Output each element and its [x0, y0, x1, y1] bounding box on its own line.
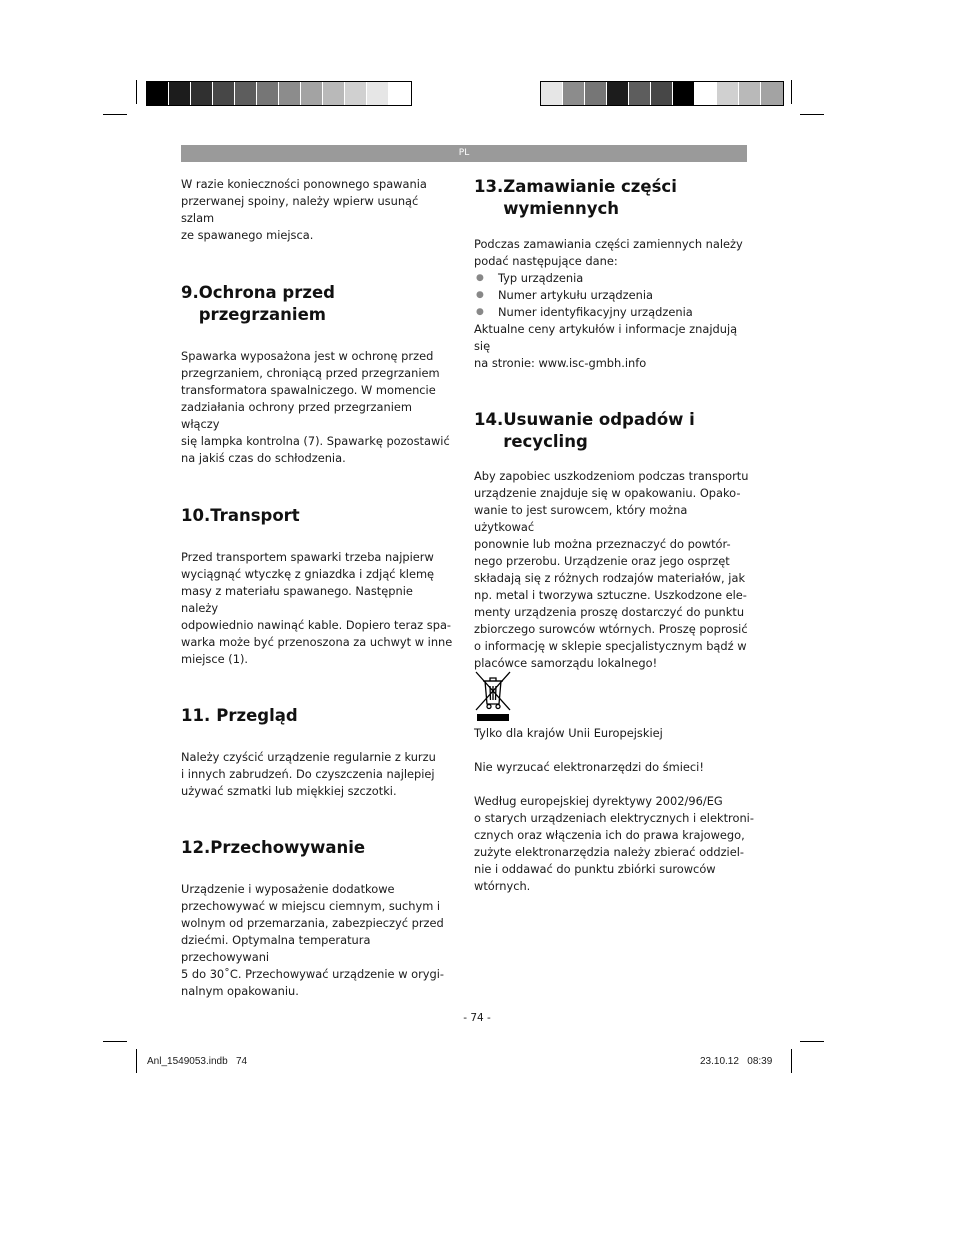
crop-mark — [791, 1049, 792, 1073]
color-swatch — [739, 82, 761, 105]
section-heading — [181, 705, 453, 727]
section-number: 9. — [181, 283, 199, 302]
right-column — [474, 176, 749, 672]
crossed-out-wheelie-bin-icon — [474, 668, 512, 722]
color-swatch — [367, 82, 389, 105]
color-swatch — [257, 82, 279, 105]
section-title: Przechowywanie — [210, 838, 366, 857]
section-title: Transport — [210, 506, 300, 525]
bullet-dot-icon: ● — [476, 273, 484, 283]
section-14 — [474, 409, 749, 672]
section-heading — [181, 505, 453, 527]
section-9 — [181, 282, 453, 467]
section-outro: Aktualne ceny artykułów i informacje znajdują się na stronie: www.isc-gmbh.info — [474, 322, 738, 370]
eu-only-note: Tylko dla krajów Unii Europejskiej — [474, 726, 663, 740]
bullet-text: Typ urządzenia — [498, 271, 584, 285]
section-number: 13. — [474, 177, 504, 196]
section-number: 14. — [474, 410, 504, 429]
color-swatch — [389, 82, 411, 105]
section-title: Ochrona przed przegrzaniem — [198, 283, 335, 324]
print-file-slug: Anl_1549053.indb 74 — [147, 1056, 248, 1067]
crop-mark — [136, 1049, 137, 1073]
color-swatch — [585, 82, 607, 105]
section-heading — [474, 409, 749, 453]
section-body: Należy czyścić urządzenie regularnie z kurzu i innych zabrudzeń. Do czyszczenia najlepiej używać szmatki lub miękkiej szczotki. — [181, 750, 436, 798]
section-number: 11. — [181, 706, 211, 725]
section-11 — [181, 705, 453, 800]
section-body: Przed transportem spawarki trzeba najpierw wyciągnąć wtyczkę z gniazdka i zdjąć klemę masy z materiału spawanego. Następnie należy odpowiednio nawinąć kable. Dopiero teraz spa- warka może być przenoszona za uchwyt w inne miejsce (1). — [181, 550, 453, 666]
color-swatch — [147, 82, 169, 105]
color-swatch — [717, 82, 739, 105]
color-swatch — [191, 82, 213, 105]
crop-mark — [136, 80, 137, 104]
bullet-item — [474, 287, 749, 304]
color-swatch — [169, 82, 191, 105]
bullet-text: Numer artykułu urządzenia — [498, 288, 654, 302]
color-calibration-bar-left — [146, 81, 412, 106]
section-10 — [181, 505, 453, 668]
section-title: Usuwanie odpadów i recycling — [503, 410, 695, 451]
color-swatch — [279, 82, 301, 105]
section-body: Aby zapobiec uszkodzeniom podczas transportu urządzenie znajduje się w opakowaniu. Opako- wanie to jest surowcem, który można użytkować ponownie lub można przeznaczyć do powtór- nego przerobu. Urządzenie oraz jego osprzęt składają się z różnych rodzajów materiałów, jak np. metal i tworzywa sztuczne. Uszkodzone ele- menty urządzenia proszę dostarczyć do punktu zbiorczego surowców wtórnych. Proszę poprosić o informację w sklepie specjalistycznym bądź w placówce samorządu lokalnego! — [474, 469, 749, 670]
color-swatch — [607, 82, 629, 105]
section-intro: Podczas zamawiania części zamiennych należy podać następujące dane: — [474, 237, 743, 268]
color-swatch — [213, 82, 235, 105]
bullet-dot-icon: ● — [476, 290, 484, 300]
bullet-dot-icon: ● — [476, 307, 484, 317]
color-calibration-bar-right — [540, 81, 784, 106]
crop-mark — [800, 1041, 824, 1042]
section-heading — [181, 282, 453, 326]
language-header-bar — [181, 145, 747, 162]
section-number: 10. — [181, 506, 211, 525]
section-heading — [181, 837, 453, 859]
bullet-item — [474, 270, 749, 287]
section-title: Zamawianie części wymiennych — [503, 177, 677, 218]
color-swatch — [323, 82, 345, 105]
color-swatch — [651, 82, 673, 105]
color-swatch — [541, 82, 563, 105]
color-swatch — [563, 82, 585, 105]
section-number: 12. — [181, 838, 211, 857]
section-heading — [474, 176, 749, 220]
bullet-text: Numer identyfikacyjny urządzenia — [498, 305, 693, 319]
color-swatch — [301, 82, 323, 105]
crop-mark — [103, 1041, 127, 1042]
crop-mark — [791, 80, 792, 104]
section-12 — [181, 837, 453, 1000]
crop-mark — [800, 114, 824, 115]
crop-mark — [103, 114, 127, 115]
color-swatch — [629, 82, 651, 105]
weee-directive-paragraph: Według europejskiej dyrektywy 2002/96/EG o starych urządzeniach elektrycznych i elektroni- cznych oraz włączenia ich do prawa krajowego, zużyte elektronarzędzia należy zbierać oddziel- nie i oddawać do punktu zbiórki surowców wtórnych. — [474, 794, 754, 893]
color-swatch — [695, 82, 717, 105]
left-column — [181, 176, 453, 1000]
color-swatch — [345, 82, 367, 105]
print-date-slug: 23.10.12 08:39 — [700, 1056, 773, 1067]
color-swatch — [761, 82, 783, 105]
intro-paragraph: W razie konieczności ponownego spawania przerwanej spoiny, należy wpierw usunąć szlam ze spawanego miejsca. — [181, 177, 427, 242]
section-body: Spawarka wyposażona jest w ochronę przed przegrzaniem, chroniącą przed przegrzaniem transformatora spawalniczego. W momencie zadziałania ochrony przed przegrzaniem włączy się lampka kontrolna (7). Spawarkę pozostawić na jakiś czas do schłodzenia. — [181, 349, 450, 465]
color-swatch — [673, 82, 695, 105]
page-number: - 74 - — [463, 1012, 491, 1024]
no-trash-warning: Nie wyrzucać elektronarzędzi do śmieci! — [474, 760, 704, 774]
color-swatch — [235, 82, 257, 105]
section-title: Przegląd — [216, 706, 298, 725]
language-tag: PL — [458, 148, 470, 158]
bullet-list — [474, 270, 749, 321]
bullet-item — [474, 304, 749, 321]
section-13 — [474, 176, 749, 372]
section-body: Urządzenie i wyposażenie dodatkowe przechowywać w miejscu ciemnym, suchym i wolnym od przemarzania, zabezpieczyć przed dziećmi. Optymalna temperatura przechowywani 5 do 30˚C. Przechowywać urządzenie w orygi- nalnym opakowaniu. — [181, 882, 445, 998]
